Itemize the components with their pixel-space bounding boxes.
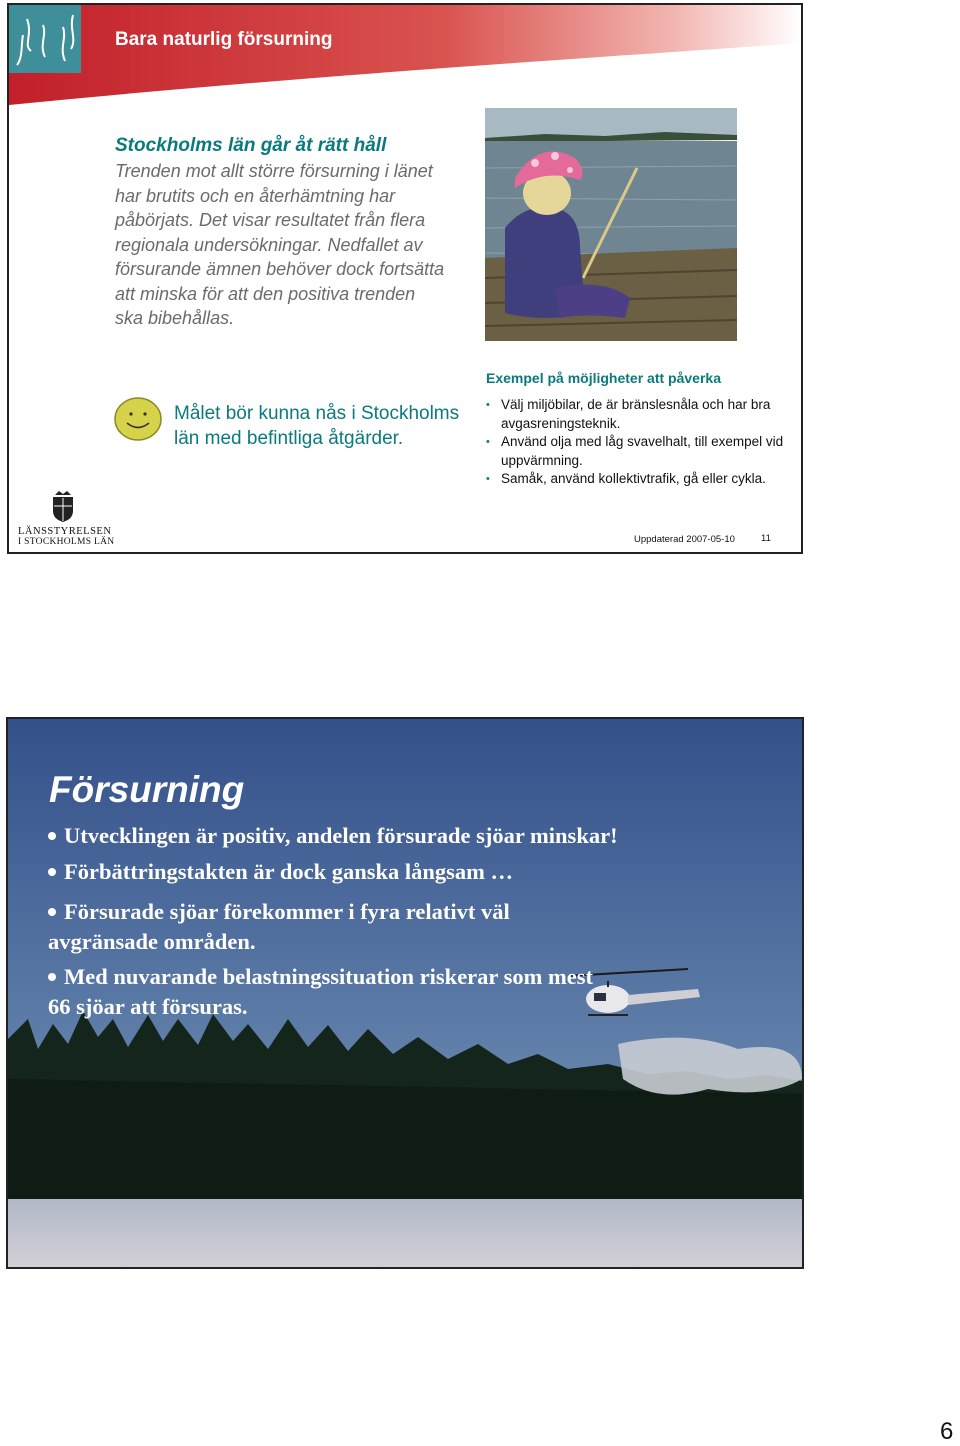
bullet-icon — [48, 973, 56, 981]
bullet-item: Med nuvarande belastningssituation riskerar som mest 66 sjöar att försuras. — [48, 964, 593, 1019]
updated-date: Uppdaterad 2007-05-10 — [634, 534, 735, 545]
bullet-item: Försurade sjöar förekommer i fyra relativt väl avgränsade områden. — [48, 899, 510, 954]
slide-11 — [7, 3, 803, 554]
examples-heading: Exempel på möjligheter att påverka — [486, 370, 721, 386]
bullet-icon: • — [486, 473, 490, 485]
girl-fishing-photo — [485, 108, 737, 341]
crown-crest-icon — [49, 489, 77, 523]
bullet-icon: • — [486, 436, 490, 448]
section-heading: Stockholms län går åt rätt håll — [115, 135, 387, 156]
bullet-icon — [48, 868, 56, 876]
slide-title: Försurning — [49, 769, 245, 810]
bullet-icon: • — [486, 399, 490, 411]
slide-number: 11 — [761, 533, 771, 544]
bullet-icon — [48, 832, 56, 840]
slide-forsurning — [6, 717, 804, 1269]
bullet-item: Förbättringstakten är dock ganska långsam … — [48, 857, 513, 887]
bullet-item: Utvecklingen är positiv, andelen försurade sjöar minskar! — [48, 821, 618, 851]
org-name: LÄNSSTYRELSEN — [18, 526, 112, 537]
list-item: • Samåk, använd kollektivtrafik, gå eller cykla. — [486, 470, 786, 489]
title-banner — [9, 5, 801, 105]
smiley-icon — [113, 396, 163, 442]
list-item: • Välj miljöbilar, de är bränslesnåla och har bra avgasreningsteknik. — [486, 397, 771, 431]
body-text: Trenden mot allt större försurning i länet har brutits och en återhämtning har påbörjats. Det visar resultatet från flera regionala undersökningar. Nedfallet av försurande ämnen behöver dock fortsätta att minska för att den positiva trenden ska bibehållas. — [115, 161, 445, 328]
examples-list — [486, 396, 786, 489]
page-number: 6 — [940, 1418, 954, 1445]
list-item: • Använd olja med låg svavelhalt, till exempel vid uppvärmning. — [486, 434, 784, 468]
banner-title: Bara naturlig försurning — [115, 29, 333, 50]
bullet-icon — [48, 908, 56, 916]
water-drops-logo — [9, 5, 81, 73]
org-region: I STOCKHOLMS LÄN — [18, 537, 115, 547]
goal-text: Målet bör kunna nås i Stockholms län med befintliga åtgärder. — [174, 403, 460, 449]
